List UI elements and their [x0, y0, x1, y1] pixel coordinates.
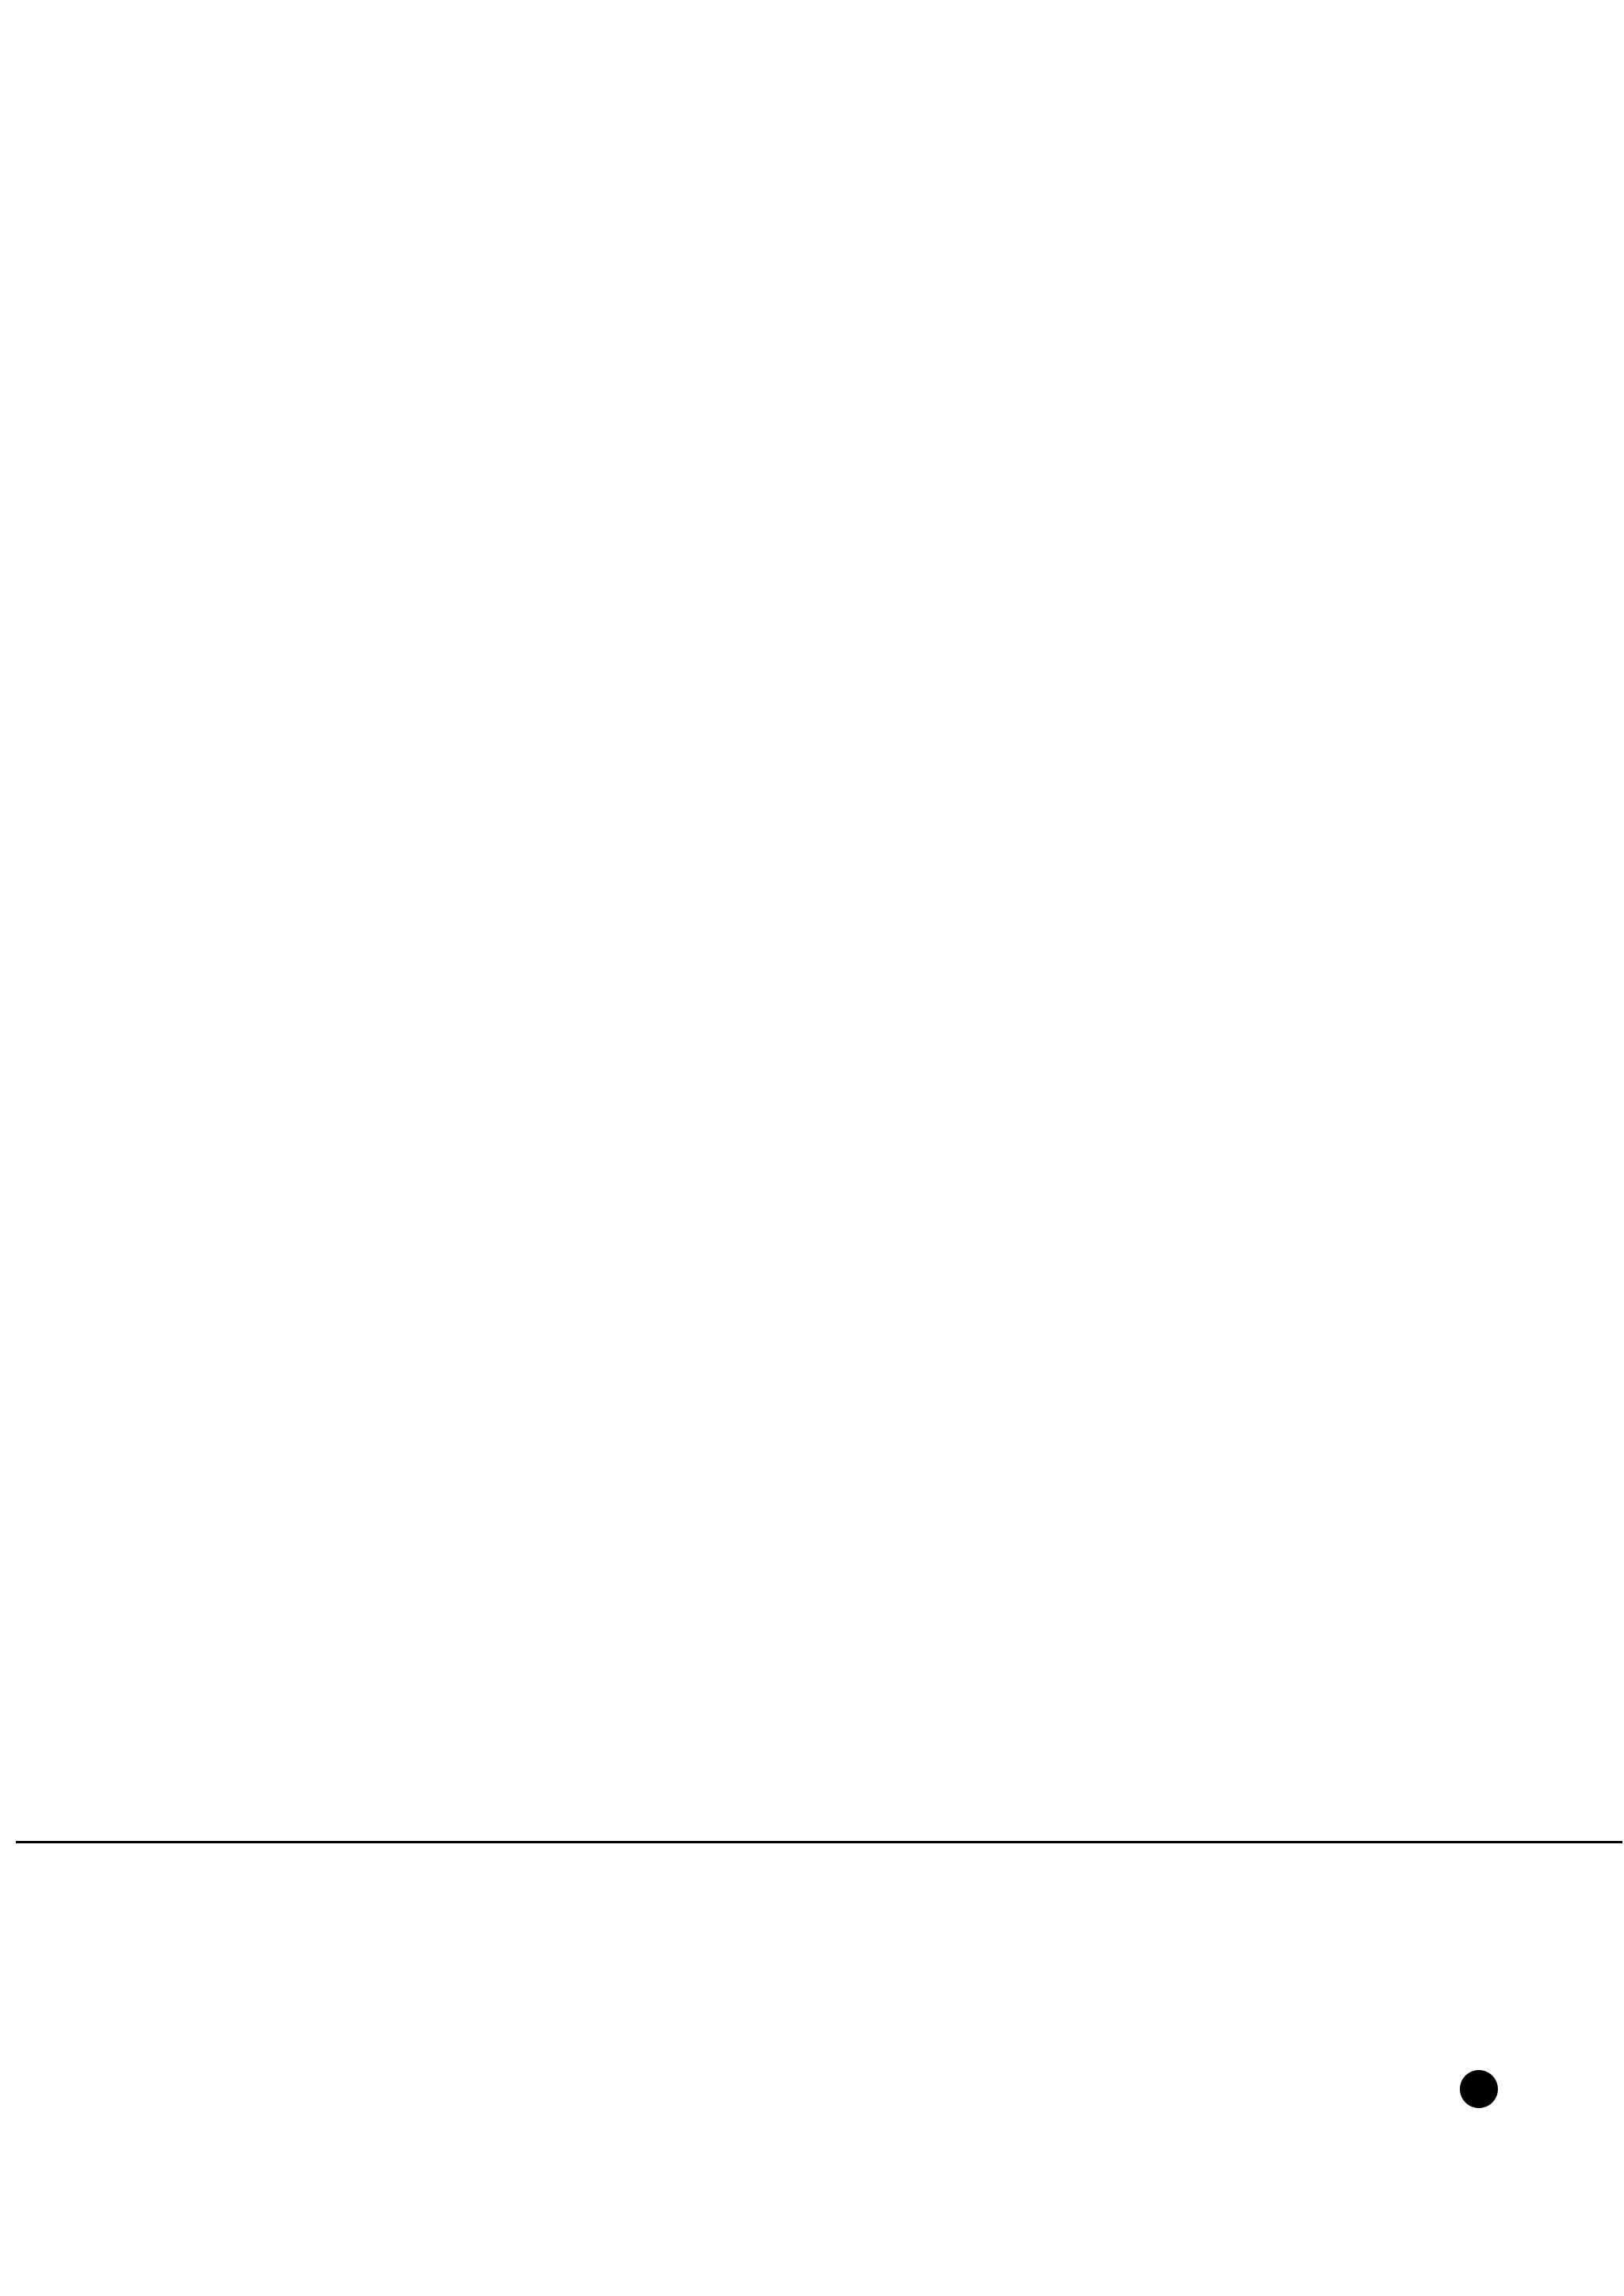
dirplace-logo: [1332, 2065, 1602, 2287]
divider: [16, 1841, 1622, 1843]
word-list: [0, 1847, 1624, 2069]
logo-dot: [1460, 2070, 1498, 2108]
